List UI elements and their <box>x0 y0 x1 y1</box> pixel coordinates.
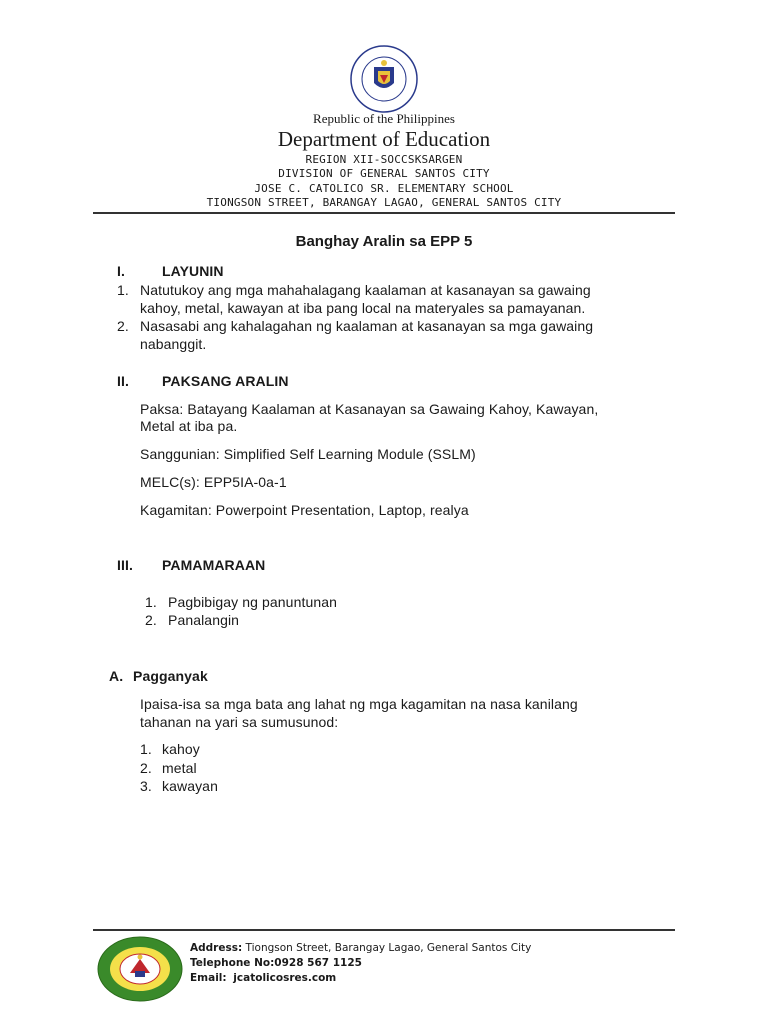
layunin-1-number: 1. <box>117 282 129 298</box>
street-line: TIONGSON STREET, BARANGAY LAGAO, GENERAL SANTOS CITY <box>206 196 562 209</box>
address-label: Address: <box>190 942 243 954</box>
footer-telephone <box>190 957 362 969</box>
footer-divider <box>93 929 675 931</box>
pagganyak-item-1-number: 1. <box>140 741 152 757</box>
layunin-1-line1: Natutukoy ang mga mahahalagang kaalaman at kasanayan sa gawaing <box>140 282 591 298</box>
section-1-number: I. <box>117 263 125 279</box>
header-divider <box>93 212 675 214</box>
pamamaraan-1-text: Pagbibigay ng panuntunan <box>168 594 337 610</box>
division-line: DIVISION OF GENERAL SANTOS CITY <box>278 167 490 180</box>
telephone-label: Telephone No: <box>190 957 275 969</box>
section-a-label: Pagganyak <box>133 668 208 684</box>
document-title: Banghay Aralin sa EPP 5 <box>295 233 473 250</box>
footer-email <box>190 972 336 984</box>
layunin-2-number: 2. <box>117 318 129 334</box>
department-title: Department of Education <box>277 127 491 151</box>
pamamaraan-1-number: 1. <box>145 594 157 610</box>
pagganyak-line1: Ipaisa-isa sa mga bata ang lahat ng mga kagamitan na nasa kanilang <box>140 696 578 712</box>
section-3-number: III. <box>117 557 133 573</box>
layunin-2-line1: Nasasabi ang kahalagahan ng kaalaman at kasanayan sa mga gawaing <box>140 318 594 334</box>
email-label: Email: <box>190 972 227 984</box>
school-line: JOSE C. CATOLICO SR. ELEMENTARY SCHOOL <box>254 182 514 195</box>
pagganyak-item-3-number: 3. <box>140 778 152 794</box>
pagganyak-item-2-text: metal <box>162 760 197 776</box>
section-2-number: II. <box>117 373 129 389</box>
section-2-label: PAKSANG ARALIN <box>162 373 289 389</box>
paksa-line1: Paksa: Batayang Kaalaman at Kasanayan sa Gawaing Kahoy, Kawayan, <box>140 401 599 417</box>
section-3-label: PAMAMARAAN <box>162 557 266 573</box>
kagamitan: Kagamitan: Powerpoint Presentation, Laptop, realya <box>140 502 469 518</box>
pagganyak-item-3-text: kawayan <box>162 778 218 794</box>
pamamaraan-2-text: Panalangin <box>168 612 240 628</box>
pagganyak-item-2-number: 2. <box>140 760 152 776</box>
paksa-line2: Metal at iba pa. <box>140 418 238 434</box>
deped-seal-logo <box>350 45 418 113</box>
telephone-value: 0928 567 1125 <box>274 957 362 969</box>
section-1-label: LAYUNIN <box>162 263 224 279</box>
address-value: Tiongson Street, Barangay Lagao, General Santos City <box>245 942 532 954</box>
layunin-1-line2: kahoy, metal, kawayan at iba pang local na materyales sa pamayanan. <box>140 300 586 316</box>
footer-address <box>190 942 531 954</box>
region-line: REGION XII-SOCCSKSARGEN <box>305 153 463 166</box>
email-value: jcatolicosres.com <box>233 972 337 984</box>
republic-line: Republic of the Philippines <box>313 111 455 126</box>
section-a-letter: A. <box>109 668 124 684</box>
pamamaraan-2-number: 2. <box>145 612 157 628</box>
school-seal-logo <box>95 935 185 1003</box>
pagganyak-item-1-text: kahoy <box>162 741 200 757</box>
layunin-2-line2: nabanggit. <box>140 336 207 352</box>
pagganyak-line2: tahanan na yari sa sumusunod: <box>140 714 339 730</box>
melc: MELC(s): EPP5IA-0a-1 <box>140 474 287 490</box>
sanggunian: Sanggunian: Simplified Self Learning Module (SSLM) <box>140 446 476 462</box>
